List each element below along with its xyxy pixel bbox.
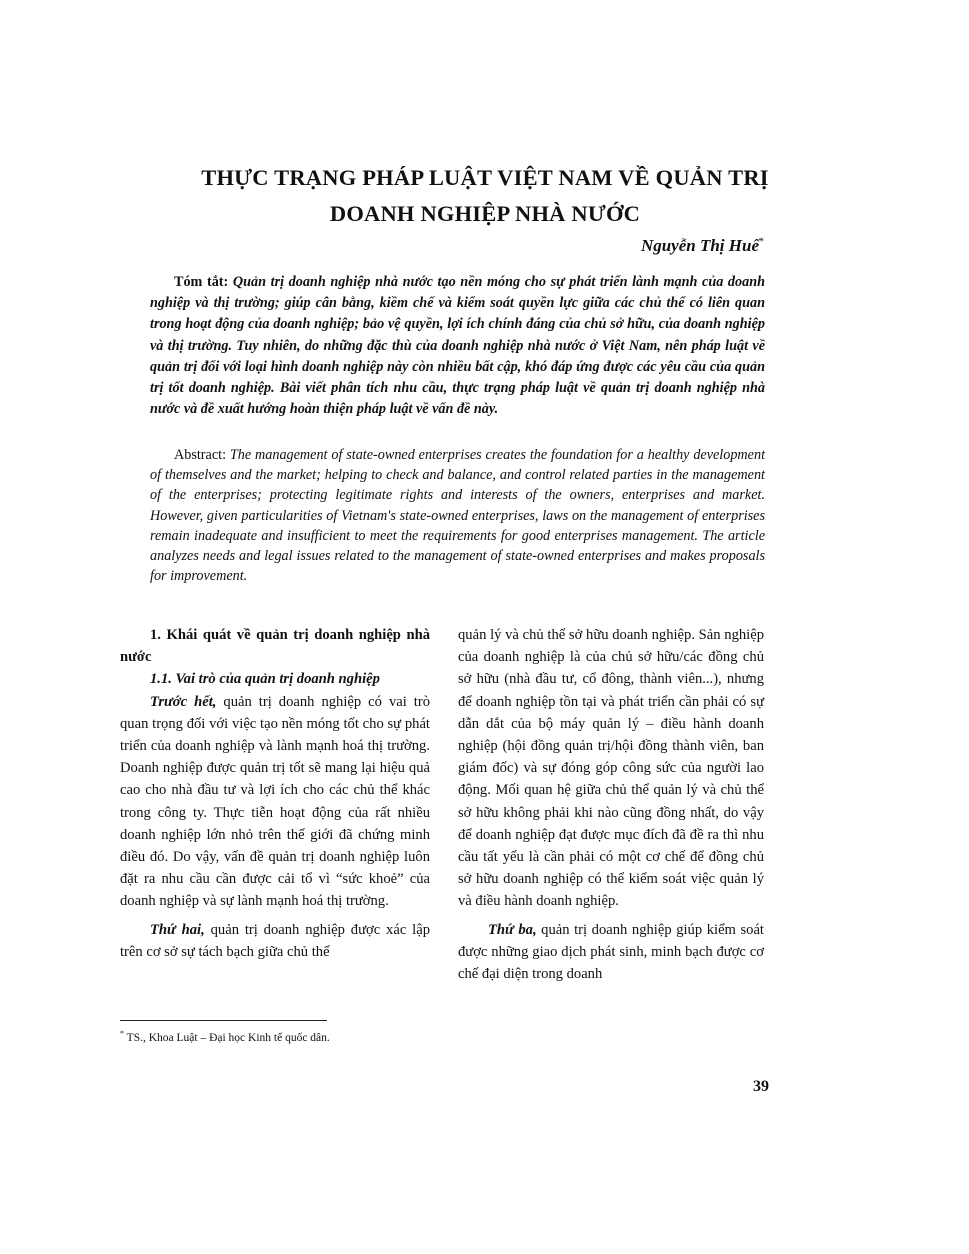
footnote — [120, 1029, 330, 1044]
title-line-1: THỰC TRẠNG PHÁP LUẬT VIỆT NAM VỀ QUẢN TRỊ — [201, 165, 769, 190]
right-column — [458, 624, 764, 991]
page-number: 39 — [753, 1078, 769, 1095]
abstract-vi-label: Tóm tắt: — [174, 274, 229, 290]
paragraph-3-lead: Thứ ba, — [488, 921, 537, 938]
paragraph-1 — [120, 691, 430, 913]
left-column — [120, 624, 430, 969]
author — [641, 236, 764, 256]
abstract-vietnamese — [150, 272, 765, 420]
subsection-heading: 1.1. Vai trò của quản trị doanh nghiệp — [150, 671, 380, 688]
paragraph-2-continued: quản lý và chủ thể sở hữu doanh nghiệp. Sản nghiệp của doanh nghiệp là của chủ sở hữu/các đồng chủ sở hữu (nhà đầu tư, cổ đông, thành viên...), nhưng để doanh nghiệp tồn tại và phát triển cần phải có sự dẫn dắt của bộ máy quản lý – điều hành doanh nghiệp (hội đồng quản trị/hội đồng thành viên, ban giám đốc) và sự đóng góp công sức của người lao động. Mối quan hệ giữa chủ thể quản lý và chủ thể sở hữu không phải khi nào cũng đồng nhất, do vậy để doanh nghiệp đạt được mục đích đã đề ra thì nhu cầu tất yếu là cần phải có một cơ chế để đồng chủ sở hữu doanh nghiệp có thể kiểm soát việc quản lý và điều hành doanh nghiệp. — [458, 627, 764, 910]
paragraph-2-lead: Thứ hai, — [150, 921, 205, 938]
paragraph-1-lead: Trước hết, — [150, 693, 217, 710]
abstract-en-text: The management of state-owned enterprises creates the foundation for a healthy development of themselves and the market; helping to check and balance, and control related parties in the management of the enterprises; protecting legitimate rights and interests of the owners, enterprises and market. However, given particularities of Vietnam's state-owned enterprises, laws on the management of enterprises remain inadequate and insufficient to meet the requirements for good enterprises management. The article analyzes needs and legal issues related to the management of state-owned enterprises and makes proposals for improvement. — [150, 447, 766, 585]
title-line-2: DOANH NGHIỆP NHÀ NƯỚC — [329, 201, 641, 226]
author-name: Nguyễn Thị Huế — [640, 236, 759, 255]
article-title — [120, 160, 850, 232]
footnote-divider — [120, 1020, 327, 1021]
footnote-text: TS., Khoa Luật – Đại học Kinh tế quốc dân. — [124, 1031, 330, 1044]
paragraph-3-text: quản trị doanh nghiệp giúp kiểm soát được những giao dịch phát sinh, minh bạch được cơ chế đại diện trong doanh — [458, 921, 764, 983]
abstract-vi-text: Quản trị doanh nghiệp nhà nước tạo nền móng cho sự phát triển lành mạnh của doanh nghiệp và thị trường; giúp cân bằng, kiềm chế và kiểm soát quyền lực giữa các chủ thể có liên quan trong hoạt động của doanh nghiệp; bảo vệ quyền, lợi ích chính đáng của chủ sở hữu, của doanh nghiệp và thị trường. Tuy nhiên, do những đặc thù của doanh nghiệp nhà nước ở Việt Nam, nên pháp luật về quản trị đối với loại hình doanh nghiệp này còn nhiều bất cập, khó đáp ứng được các yêu cầu của quản trị tốt doanh nghiệp. Bài viết phân tích nhu cầu, thực trạng pháp luật về quản trị doanh nghiệp nhà nước và đề xuất hướng hoàn thiện pháp luật về vấn đề này. — [150, 274, 765, 418]
author-footnote-mark: * — [759, 236, 764, 248]
footnote-mark: * — [120, 1029, 124, 1038]
paragraph-3 — [458, 919, 764, 986]
section-heading: 1. Khái quát về quản trị doanh nghiệp nhà nước — [120, 627, 430, 666]
paragraph-2 — [120, 919, 430, 963]
abstract-english — [150, 445, 765, 586]
paragraph-2-text: quản trị doanh nghiệp được xác lập trên cơ sở sự tách bạch giữa chủ thể — [120, 921, 430, 960]
paragraph-1-text: quản trị doanh nghiệp có vai trò quan trọng đối với việc tạo nền móng tốt cho sự phát triển của doanh nghiệp và lành mạnh hoá thị trường. Doanh nghiệp được quản trị tốt sẽ mang lại hiệu quả cao cho nhà đầu tư và lợi ích cho các chủ thể khác trong công ty. Thực tiễn hoạt động của rất nhiều doanh nghiệp lớn nhỏ trên thế giới đã chứng minh điều đó. Do vậy, vấn đề quản trị doanh nghiệp luôn đặt ra nhu cầu cần được cải tổ vì “sức khoẻ” của doanh nghiệp và sự lành mạnh hoá thị trường. — [120, 693, 430, 910]
abstract-en-label: Abstract: — [174, 447, 227, 463]
